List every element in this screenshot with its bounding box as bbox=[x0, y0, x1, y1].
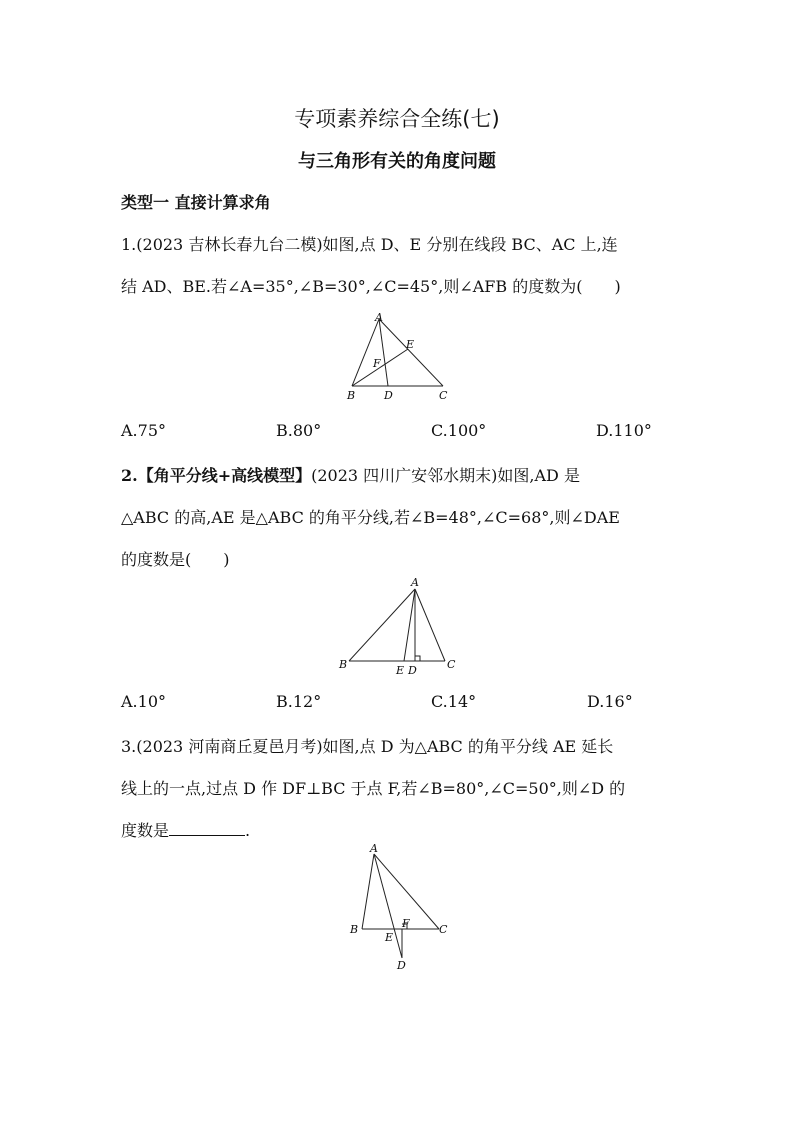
q3-text-line-3 bbox=[121, 818, 250, 841]
q1-text-line-1: 1.(2023 吉林长春九台二模)如图,点 D、E 分别在线段 BC、AC 上,连 bbox=[121, 235, 618, 254]
q1-option-d[interactable]: D.110° bbox=[596, 421, 652, 440]
q1-label-e: E bbox=[406, 338, 415, 351]
q2-option-b[interactable]: B.12° bbox=[276, 692, 322, 711]
page-title: 专项素养综合全练(七) bbox=[294, 107, 500, 131]
q3-label-d: D bbox=[397, 959, 406, 972]
q2-segment-ab bbox=[349, 589, 415, 661]
q1-label-f: F bbox=[373, 357, 381, 370]
q3-text-line-2: 线上的一点,过点 D 作 DF⊥BC 于点 F,若∠B=80°,∠C=50°,则∠D 的 bbox=[121, 779, 626, 798]
q3-triangle-figure bbox=[340, 840, 455, 975]
q1-segment-ab bbox=[352, 319, 379, 386]
q2-segment-ac bbox=[415, 589, 445, 661]
q2-option-a[interactable]: A.10° bbox=[121, 692, 166, 711]
q1-triangle-figure bbox=[340, 310, 460, 405]
q3-period: . bbox=[245, 821, 251, 840]
page-subtitle: 与三角形有关的角度问题 bbox=[298, 151, 496, 172]
q2-text-line-2: △ABC 的高,AE 是△ABC 的角平分线,若∠B=48°,∠C=68°,则∠DAE bbox=[121, 508, 620, 527]
q2-right-angle-mark bbox=[415, 656, 420, 661]
q1-label-c: C bbox=[439, 389, 448, 402]
q1-label-b: B bbox=[347, 389, 356, 402]
q1-label-d: D bbox=[384, 389, 393, 402]
q1-option-b[interactable]: B.80° bbox=[276, 421, 322, 440]
q2-label-b: B bbox=[339, 658, 348, 671]
q2-triangle-figure bbox=[335, 576, 465, 681]
q3-segment-ab bbox=[362, 854, 374, 929]
q3-label-f: F bbox=[402, 917, 410, 930]
q1-label-a: A bbox=[375, 311, 383, 324]
q2-label-a: A bbox=[411, 576, 419, 589]
q1-text-line-2: 结 AD、BE.若∠A=35°,∠B=30°,∠C=45°,则∠AFB 的度数为( ) bbox=[121, 277, 621, 296]
q3-label-b: B bbox=[350, 923, 359, 936]
q3-text-line-1: 3.(2023 河南商丘夏邑月考)如图,点 D 为△ABC 的角平分线 AE 延长 bbox=[121, 737, 614, 756]
q3-label-c: C bbox=[439, 923, 448, 936]
q2-label-e: E bbox=[396, 664, 405, 677]
q1-segment-ad bbox=[379, 319, 388, 386]
q3-label-e: E bbox=[385, 931, 394, 944]
q3-label-a: A bbox=[370, 842, 378, 855]
q2-option-c[interactable]: C.14° bbox=[431, 692, 477, 711]
q2-option-d[interactable]: D.16° bbox=[587, 692, 633, 711]
q2-label-c: C bbox=[447, 658, 456, 671]
q2-text-line-1 bbox=[121, 463, 580, 486]
q3-prompt: 度数是 bbox=[121, 821, 170, 840]
q1-option-c[interactable]: C.100° bbox=[431, 421, 487, 440]
q3-answer-blank[interactable] bbox=[169, 821, 245, 836]
q1-segment-ac bbox=[379, 319, 443, 386]
q2-model-tag: 2.【角平分线+高线模型】 bbox=[121, 466, 312, 485]
q1-option-a[interactable]: A.75° bbox=[121, 421, 166, 440]
section-heading: 类型一 直接计算求角 bbox=[121, 193, 271, 212]
q2-source: (2023 四川广安邻水期末)如图,AD 是 bbox=[311, 466, 580, 485]
q2-label-d: D bbox=[408, 664, 417, 677]
q2-text-line-3: 的度数是( ) bbox=[121, 550, 230, 569]
